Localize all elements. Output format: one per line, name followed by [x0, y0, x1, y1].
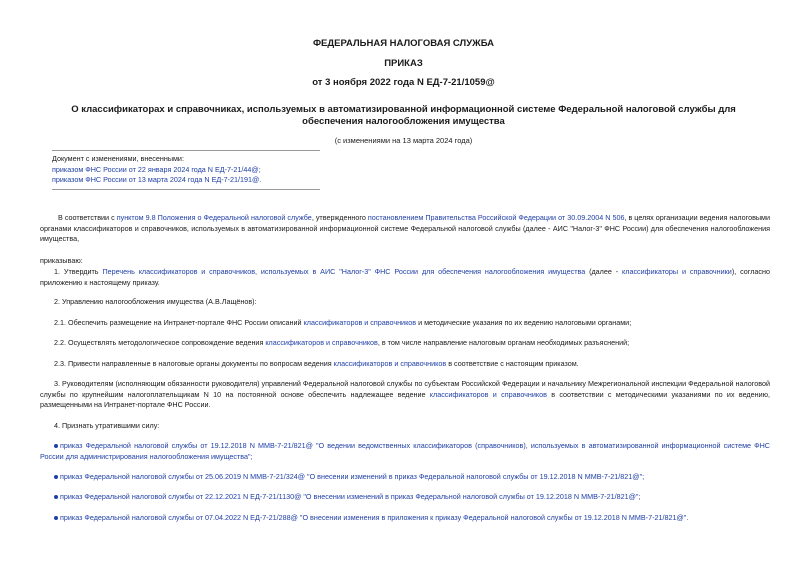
- item-1-text-c: ), согласно приложению к настоящему приказу.: [40, 267, 770, 287]
- preamble-text-3: , в целях организации ведения налоговыми органами классификаторов и справочников, используемых в автоматизированной информационной системе Федеральной налоговой службы (далее - АИС "Налог-3" ФНС России) для обеспечения налогообложения имущества,: [40, 213, 771, 243]
- preamble-text-1: В соответствии с: [58, 213, 117, 222]
- doc-date-number: от 3 ноября 2022 года N ЕД-7-21/1059@: [312, 77, 495, 88]
- item-2-3-text-a: 2.3. Привести направленные в налоговые органы документы по вопросам ведения: [54, 359, 334, 368]
- item-2-3: [40, 359, 770, 370]
- bullet-icon: [54, 516, 58, 520]
- classifiers-link-1[interactable]: классификаторы и справочники: [622, 267, 732, 276]
- classifiers-link-4[interactable]: классификаторов и справочников: [333, 359, 447, 368]
- order-word: приказываю:: [40, 256, 83, 265]
- repealed-item-3: [40, 492, 770, 503]
- repealed-order-link-3[interactable]: приказ Федеральной налоговой службы от 22.12.2021 N ЕД-7-21/1130@ "О внесении изменений в приказ Федеральной налоговой службы от 19.12.2018 N ММВ-7-21/821@";: [60, 492, 641, 501]
- amendments-block: [52, 154, 352, 186]
- repealed-item-4: [40, 513, 770, 524]
- classifiers-link-2[interactable]: классификаторов и справочников: [303, 318, 417, 327]
- item-2-2: [40, 338, 770, 349]
- page-title: О классификаторах и справочниках, используемых в автоматизированной информационной системе Федеральной налоговой службы для обеспечения налогообложения имущества: [71, 104, 736, 127]
- classifiers-link-3[interactable]: классификаторов и справочников: [265, 338, 378, 347]
- item-2-2-text-a: 2.2. Осуществлять методологическое сопровождение ведения: [54, 338, 266, 347]
- agency-heading: ФЕДЕРАЛЬНАЯ НАЛОГОВАЯ СЛУЖБА: [312, 38, 495, 49]
- amendments-intro: Документ с изменениями, внесенными:: [52, 154, 184, 163]
- government-decree-link[interactable]: постановлением Правительства Российской Федерации от 30.09.2004 N 506: [367, 213, 625, 222]
- repealed-item-2: [40, 472, 770, 483]
- revision-note: (с изменениями на 13 марта 2024 года): [334, 136, 473, 145]
- doc-type-heading: ПРИКАЗ: [384, 58, 423, 69]
- amendments-top-divider: [52, 150, 320, 151]
- classifiers-link-5[interactable]: классификаторов и справочников: [429, 389, 547, 399]
- amendments-bottom-divider: [52, 189, 320, 190]
- item-1-text-a: 1. Утвердить: [54, 267, 103, 276]
- classifier-list-link[interactable]: Перечень классификаторов и справочников, используемых в АИС "Налог-3" ФНС России для обеспечения налогообложения имущества: [102, 267, 586, 276]
- regulation-link[interactable]: пунктом 9.8 Положения о Федеральной налоговой службе: [116, 213, 312, 222]
- item-1: [40, 267, 770, 288]
- item-4: 4. Признать утратившими силу:: [54, 421, 160, 430]
- preamble-text-2: , утвержденного: [311, 213, 368, 222]
- bullet-icon: [54, 475, 58, 479]
- item-2-2-text-b: , в том числе направление налоговым органам необходимых разъяснений;: [377, 338, 630, 347]
- amendment-link-1[interactable]: приказом ФНС России от 22 января 2024 года N ЕД-7-21/44@;: [52, 164, 261, 174]
- repealed-order-link-1[interactable]: приказ Федеральной налоговой службы от 19.12.2018 N ММВ-7-21/821@ "О ведении ведомственных классификаторов (справочников), используемых в автоматизированной информационной системе ФНС России для администрирования налогообложения имущества";: [40, 441, 770, 461]
- item-2: 2. Управлению налогообложения имущества (А.В.Лащёнов):: [54, 297, 257, 306]
- item-3-text-a: 3. Руководителям (исполняющим обязанности руководителя) управлений Федеральной налоговой службы по субъектам Российской Федерации и начальнику Межрегиональной инспекции Федеральной налоговой службы по крупнейшим налогоплательщикам N 10 на постоянной основе обеспечить надлежащее ведение: [40, 379, 770, 399]
- item-2-1-text-b: и методические указания по их ведению налоговыми органами;: [416, 318, 632, 327]
- item-3-text-b: в соответствии с методическими указаниями по их ведению, размещенными на Интранет-портале ФНС России.: [40, 389, 770, 409]
- repealed-item-1: [40, 441, 770, 462]
- amendment-link-2[interactable]: приказом ФНС России от 13 марта 2024 года N ЕД-7-21/191@.: [52, 175, 262, 184]
- preamble-paragraph: [40, 213, 770, 245]
- item-1-text-b: (далее -: [585, 267, 623, 276]
- bullet-icon: [54, 495, 58, 499]
- repealed-order-link-4[interactable]: приказ Федеральной налоговой службы от 07.04.2022 N ЕД-7-21/288@ "О внесении изменения в приложения к приказу Федеральной налоговой службы от 19.12.2018 N ММВ-7-21/821@".: [60, 513, 689, 522]
- item-3: [40, 379, 770, 411]
- item-2-1-text-a: 2.1. Обеспечить размещение на Интранет-портале ФНС России описаний: [54, 318, 304, 327]
- repealed-order-link-2[interactable]: приказ Федеральной налоговой службы от 25.06.2019 N ММВ-7-21/324@ "О внесении изменений в приказ Федеральной налоговой службы от 19.12.2018 N ММВ-7-21/821@";: [60, 472, 645, 481]
- bullet-icon: [54, 444, 58, 448]
- item-2-1: [40, 318, 770, 329]
- item-2-3-text-b: в соответствие с настоящим приказом.: [446, 359, 579, 368]
